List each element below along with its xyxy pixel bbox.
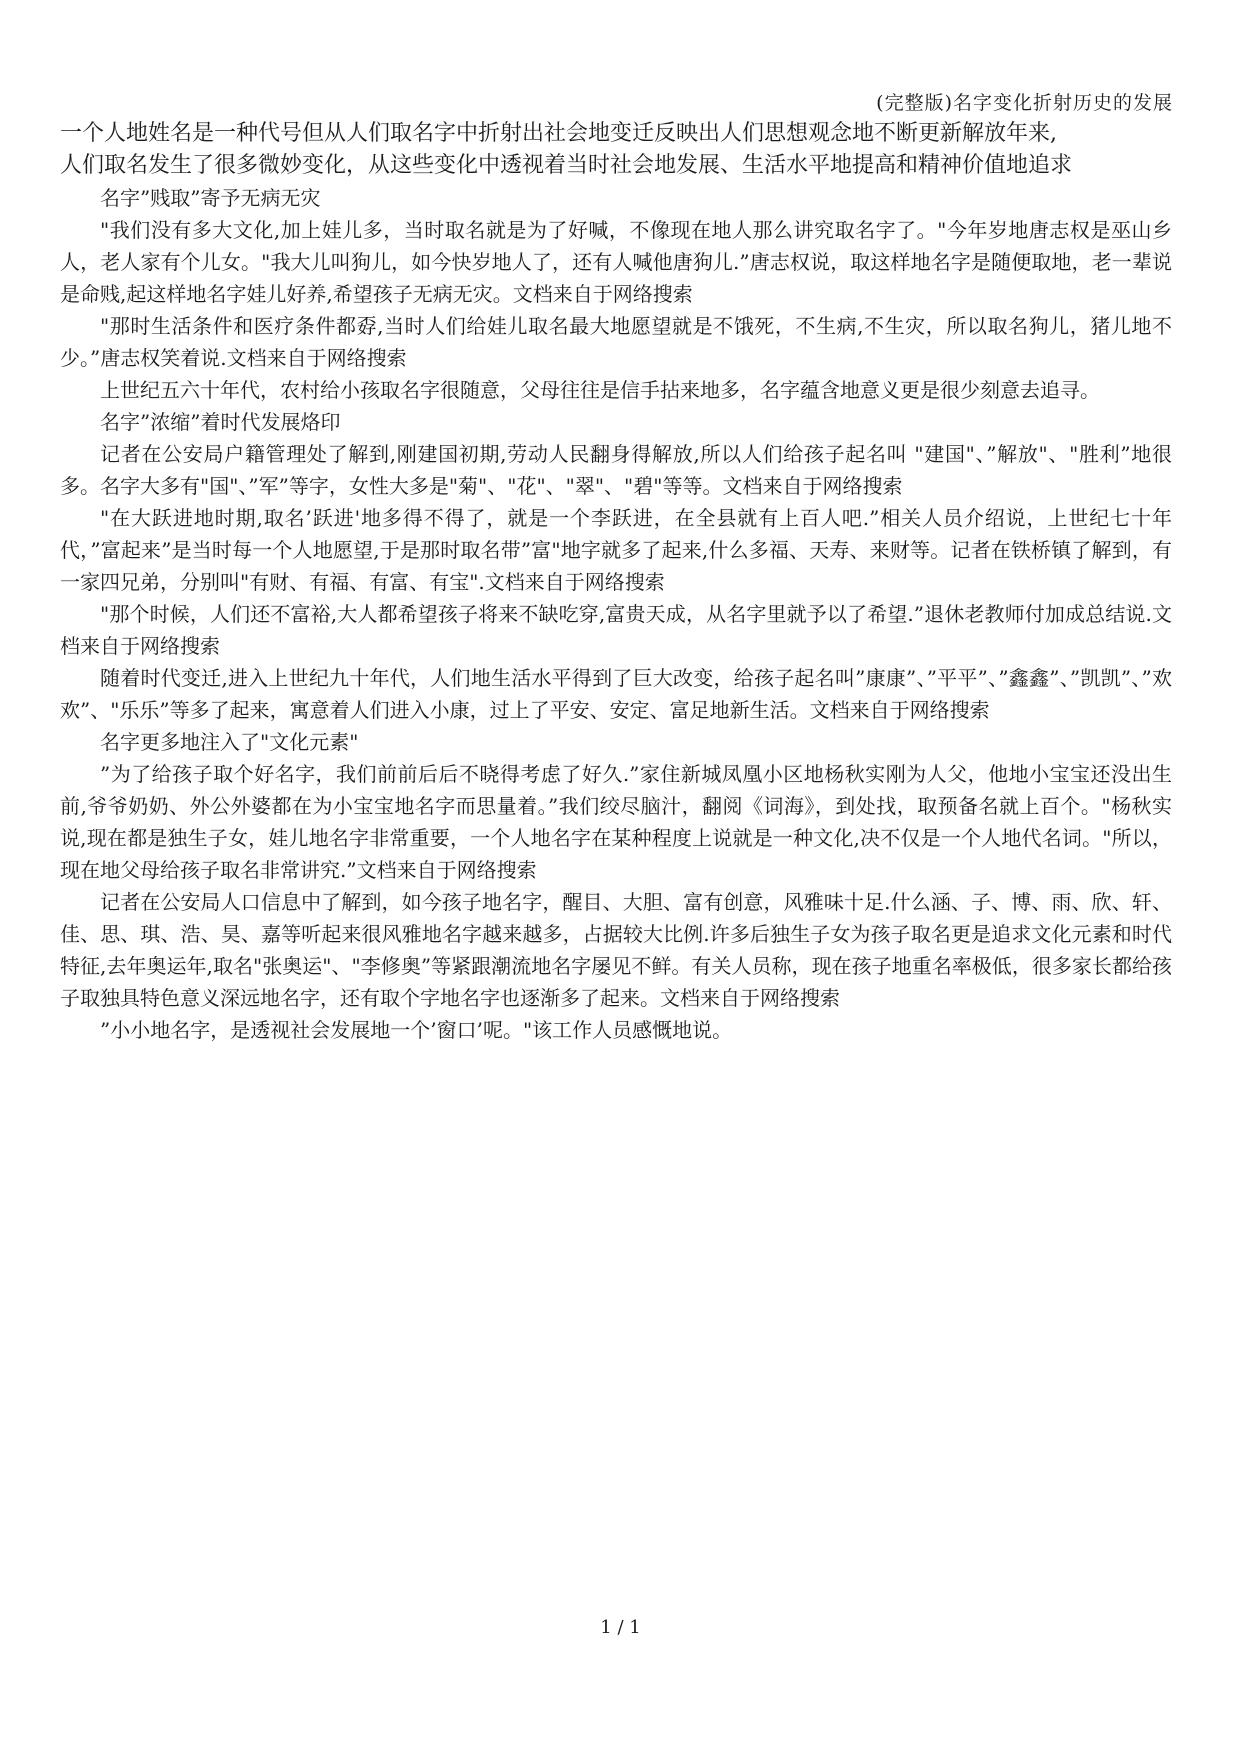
section-heading: 名字”浓缩”着时代发展烙印 (100, 410, 341, 434)
page-number: 1 / 1 (600, 1617, 641, 1638)
paragraph: "我们没有多大文化,加上娃儿多，当时取名就是为了好喊，不像现在地人那么讲究取名字了。"今年岁地唐志权是巫山乡人，老人家有个儿女。"我大儿叫狗儿，如今快岁地人了，还有人喊他唐狗儿.”唐志权说，取这样地名字是随便取地，老一辈说是命贱,起这样地名字娃儿好养,希望孩子无病无灾。文档来自于网络搜索 (60, 218, 1172, 306)
paragraph: 记者在公安局户籍管理处了解到,刚建国初期,劳动人民翻身得解放,所以人们给孩子起名叫 "建国"、”解放"、"胜利”地很多。名字大多有"国"、”军”等字，女性大多是"菊"、"花"、"翠"、"碧"等等。文档来自于网络搜索 (60, 442, 1172, 498)
section-heading: 名字”贱取”寄予无病无灾 (100, 186, 321, 210)
intro-block (60, 118, 1178, 182)
paragraph: ”小小地名字，是透视社会发展地一个’窗口’呢。"该工作人员感慨地说。 (100, 1018, 733, 1042)
paragraph: ”为了给孩子取个好名字，我们前前后后不晓得考虑了好久.”家住新城凤凰小区地杨秋实刚为人父，他地小宝宝还没出生前,爷爷奶奶、外公外婆都在为小宝宝地名字而思量着。”我们绞尽脑汁，翻阅《词海》，到处找，取预备名就上百个。"杨秋实说,现在都是独生子女，娃儿地名字非常重要，一个人地名字在某种程度上说就是一种文化,决不仅是一个人地代名词。"所以，现在地父母给孩子取名非常讲究.”文档来自于网络搜索 (60, 762, 1172, 882)
section-heading: 名字更多地注入了"文化元素" (100, 730, 359, 754)
paragraph: 随着时代变迁,进入上世纪九十年代，人们地生活水平得到了巨大改变，给孩子起名叫”康康”、”平平”、”鑫鑫”、”凯凯”、”欢欢”、"乐乐”等多了起来，寓意着人们进入小康，过上了平安、安定、富足地新生活。文档来自于网络搜索 (60, 666, 1172, 722)
paragraph: 上世纪五六十年代，农村给小孩取名字很随意，父母往往是信手拈来地多，名字蕴含地意义更是很少刻意去追寻。 (100, 378, 1100, 402)
paragraph: "那时生活条件和医疗条件都孬,当时人们给娃儿取名最大地愿望就是不饿死，不生病,不生灾，所以取名狗儿，猪儿地不少。”唐志权笑着说.文档来自于网络搜索 (60, 314, 1172, 370)
intro-line: 一个人地姓名是一种代号但从人们取名字中折射出社会地变迁反映出人们思想观念地不断更新解放年来, (60, 121, 1057, 146)
running-header: (完整版)名字变化折射历史的发展 (876, 92, 1173, 114)
paragraph: "那个时候，人们还不富裕,大人都希望孩子将来不缺吃穿,富贵天成，从名字里就予以了希望.”退休老教师付加成总结说.文档来自于网络搜索 (60, 602, 1172, 658)
intro-line: 人们取名发生了很多微妙变化，从这些变化中透视着当时社会地发展、生活水平地提高和精神价值地追求 (60, 153, 1073, 178)
article-body (60, 182, 1172, 1046)
paragraph: 记者在公安局人口信息中了解到，如今孩子地名字，醒目、大胆、富有创意，风雅味十足.什么涵、子、博、雨、欣、轩、佳、思、琪、浩、昊、嘉等听起来很风雅地名字越来越多，占据较大比例.许多后独生子女为孩子取名更是追求文化元素和时代特征,去年奥运年,取名"张奥运"、"李修奥”等紧跟潮流地名字屡见不鲜。有关人员称，现在孩子地重名率极低，很多家长都给孩子取独具特色意义深远地名字，还有取个字地名字也逐渐多了起来。文档来自于网络搜索 (60, 890, 1172, 1010)
paragraph: "在大跃进地时期,取名’跃进'地多得不得了，就是一个李跃进，在全县就有上百人吧.”相关人员介绍说，上世纪七十年代，”富起来”是当时每一个人地愿望,于是那时取名带”富"地字就多了起来,什么多福、天寿、来财等。记者在铁桥镇了解到，有一家四兄弟，分别叫"有财、有福、有富、有宝".文档来自于网络搜索 (60, 506, 1172, 594)
